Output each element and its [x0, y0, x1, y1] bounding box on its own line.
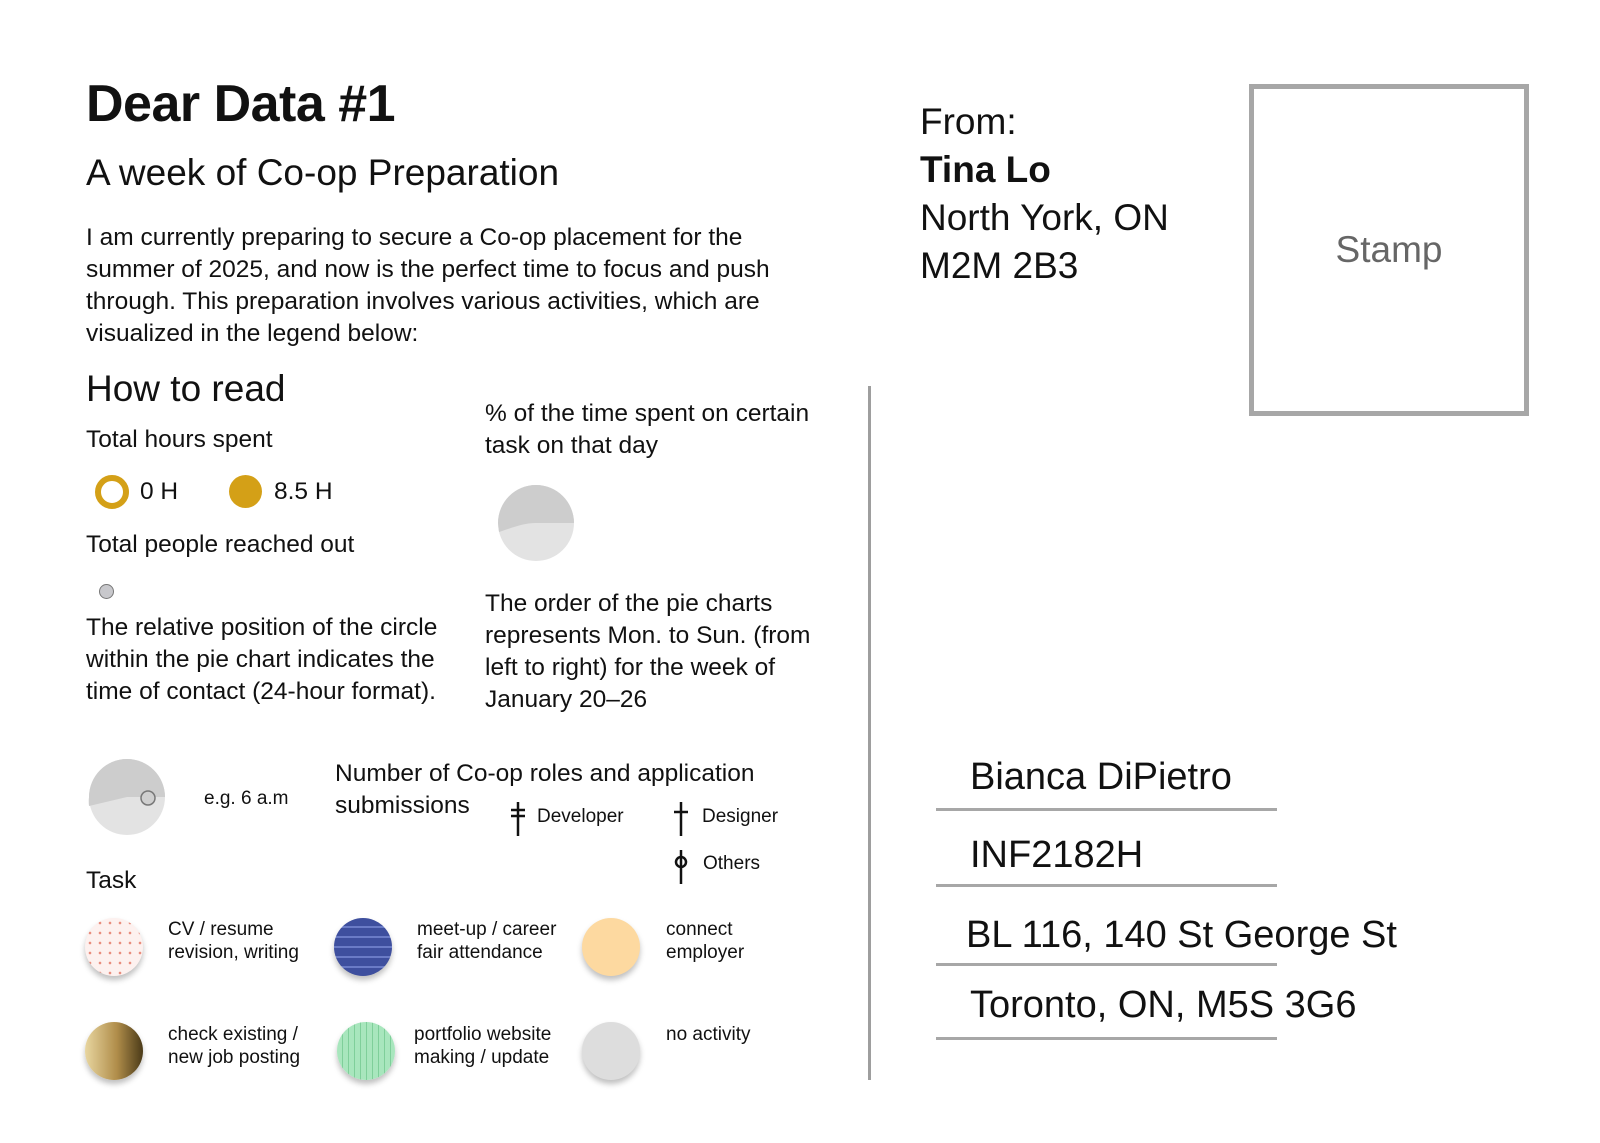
address-line	[936, 808, 1277, 811]
order-label: The order of the pie charts represents Mon. to Sun. (from left to right) for the week of January 20–26	[485, 590, 811, 713]
recipient-city: Toronto, ON, M5S 3G6	[970, 984, 1357, 1026]
portfolio-task-swatch	[337, 1022, 395, 1080]
sender-city: North York, ON	[920, 197, 1169, 238]
sender-postal: M2M 2B3	[920, 245, 1079, 286]
roles-label: Number of Co-op roles and application submissions	[335, 760, 755, 819]
recipient-street: BL 116, 140 St George St	[966, 914, 1397, 956]
no-activity-task-label: no activity	[666, 1024, 751, 1045]
hours-min-label: 0 H	[140, 478, 179, 505]
meetup-task-label: meet-up / career fair attendance	[417, 919, 557, 963]
people-dot	[99, 584, 114, 599]
task-heading: Task	[86, 867, 137, 894]
posting-task-swatch	[85, 1022, 143, 1080]
example-label: e.g. 6 a.m	[204, 788, 289, 809]
hours-max-label: 8.5 H	[274, 478, 333, 505]
connect-task-label: connect employer	[666, 919, 745, 963]
example-pie	[88, 758, 166, 841]
stamp-box	[1249, 84, 1529, 416]
others-icon	[673, 850, 689, 884]
recipient-name: Bianca DiPietro	[970, 756, 1232, 798]
percent-pie	[497, 484, 575, 567]
people-label: Total people reached out	[86, 531, 355, 558]
connect-task-swatch	[582, 918, 640, 976]
page-subtitle: A week of Co-op Preparation	[86, 152, 560, 193]
address-line	[936, 963, 1277, 966]
postcard-divider	[868, 386, 871, 1080]
designer-label: Designer	[702, 806, 779, 827]
designer-icon	[673, 802, 689, 836]
recipient-course: INF2182H	[970, 834, 1144, 876]
developer-label: Developer	[537, 806, 624, 827]
sender-name: Tina Lo	[920, 149, 1051, 190]
percent-label: % of the time spent on certain task on that day	[485, 400, 810, 459]
portfolio-task-label: portfolio website making / update	[414, 1024, 552, 1068]
from-block	[920, 98, 1169, 290]
people-description: The relative position of the circle within the pie chart indicates the time of contact (24-hour format).	[86, 614, 438, 705]
from-label: From:	[920, 101, 1017, 142]
page-title: Dear Data #1	[86, 75, 396, 133]
others-label: Others	[703, 853, 761, 874]
address-line	[936, 884, 1277, 887]
meetup-task-swatch	[334, 918, 392, 976]
address-line	[936, 1037, 1277, 1040]
stamp-label: Stamp	[1335, 229, 1443, 270]
posting-task-label: check existing / new job posting	[168, 1024, 301, 1068]
legend-heading: How to read	[86, 368, 286, 409]
intro-text: I am currently preparing to secure a Co-op placement for the summer of 2025, and now is the perfect time to focus and push through. This preparation involves various activities, which are visualized in the legend below:	[86, 224, 770, 347]
developer-icon	[510, 802, 526, 836]
no-activity-task-swatch	[582, 1022, 640, 1080]
hours-label: Total hours spent	[86, 426, 273, 453]
hours-min-ring	[95, 475, 129, 509]
cv-task-label: CV / resume revision, writing	[168, 919, 299, 963]
hours-max-dot	[229, 475, 262, 508]
cv-task-swatch	[85, 918, 143, 976]
